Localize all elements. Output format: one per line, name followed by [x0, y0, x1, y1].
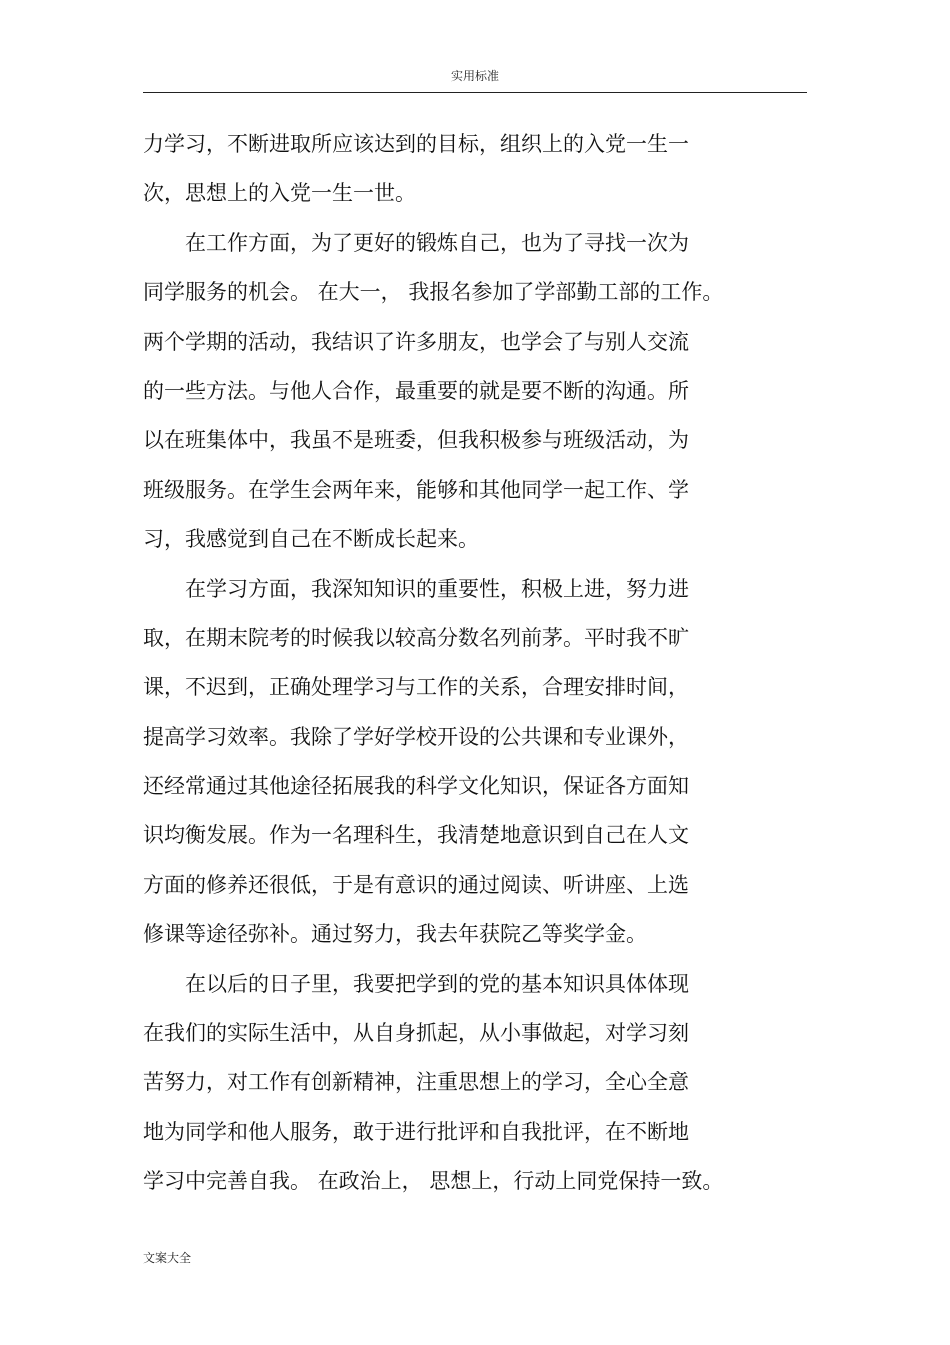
text-line: 还经常通过其他途径拓展我的科学文化知识，保证各方面知 — [143, 774, 689, 799]
text-line: 以在班集体中，我虽不是班委，但我积极参与班级活动，为 — [143, 428, 689, 453]
text-line: 地为同学和他人服务，敢于进行批评和自我批评，在不断地 — [143, 1119, 689, 1144]
page-header — [143, 66, 807, 93]
header-title: 实用标准 — [450, 69, 499, 83]
text-line: 同学服务的机会。 在大一， 我报名参加了学部勤工部的工作。 — [143, 280, 724, 305]
text-line: 次，思想上的入党一生一世。 — [143, 181, 416, 206]
text-line: 班级服务。在学生会两年来，能够和其他同学一起工作、学 — [143, 477, 689, 502]
footer-text: 文案大全 — [143, 1251, 192, 1265]
text-line: 识均衡发展。作为一名理科生，我清楚地意识到自己在人文 — [143, 823, 689, 848]
text-line: 方面的修养还很低，于是有意识的通过阅读、听讲座、上选 — [143, 872, 689, 897]
text-line: 在工作方面，为了更好的锻炼自己，也为了寻找一次为 — [143, 230, 689, 255]
text-line: 在以后的日子里，我要把学到的党的基本知识具体体现 — [143, 971, 689, 996]
text-line: 习，我感觉到自己在不断成长起来。 — [143, 527, 479, 552]
document-body — [143, 120, 783, 1207]
text-line: 苦努力，对工作有创新精神，注重思想上的学习，全心全意 — [143, 1070, 689, 1095]
text-line: 在学习方面，我深知知识的重要性，积极上进，努力进 — [143, 576, 689, 601]
text-line: 修课等途径弥补。通过努力，我去年获院乙等奖学金。 — [143, 922, 647, 947]
text-line: 提高学习效率。我除了学好学校开设的公共课和专业课外， — [143, 724, 689, 749]
text-line: 在我们的实际生活中，从自身抓起，从小事做起，对学习刻 — [143, 1021, 689, 1046]
text-line: 取，在期末院考的时候我以较高分数名列前茅。平时我不旷 — [143, 625, 689, 650]
text-line: 的一些方法。与他人合作，最重要的就是要不断的沟通。所 — [143, 378, 689, 403]
text-line: 学习中完善自我。 在政治上， 思想上，行动上同党保持一致。 — [143, 1169, 724, 1194]
text-line: 两个学期的活动，我结识了许多朋友，也学会了与别人交流 — [143, 329, 689, 354]
text-line: 课，不迟到，正确处理学习与工作的关系，合理安排时间， — [143, 675, 689, 700]
text-line: 力学习，不断进取所应该达到的目标，组织上的入党一生一 — [143, 132, 689, 156]
page-footer — [143, 1249, 191, 1267]
